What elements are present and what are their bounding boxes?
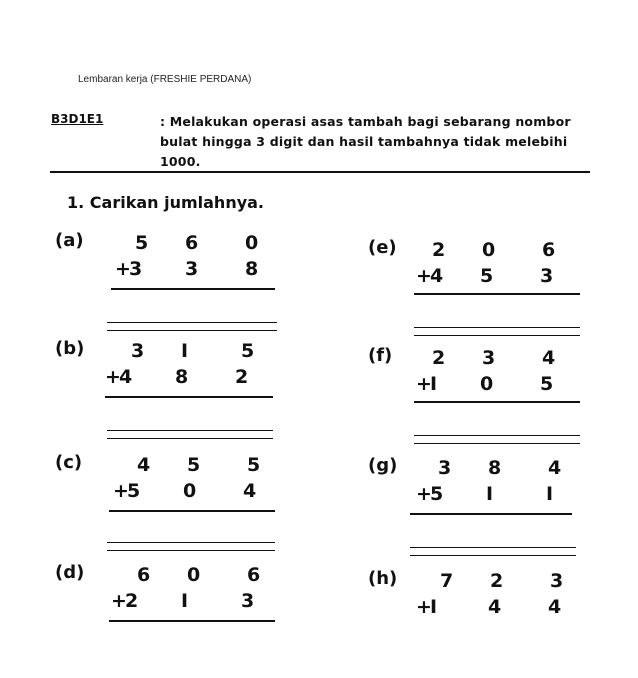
bottom-number [113,480,303,502]
bottom-number [416,265,600,287]
digit: 2 [125,590,139,612]
digit: 0 [183,480,197,502]
answer-double-line [107,542,275,551]
digit: 5 [430,483,444,505]
digit: 6 [247,564,261,586]
digit: I [546,483,554,505]
digit: 0 [245,232,259,254]
top-number [137,564,307,586]
bottom-number [115,258,305,280]
digit: 4 [137,454,151,476]
plus-sign: + [416,373,432,395]
problem-c [55,452,295,562]
top-number [432,239,602,261]
digit: 3 [129,258,143,280]
digit: 5 [247,454,261,476]
digit: 2 [490,570,504,592]
plus-sign: + [113,480,129,502]
problem-label: (h) [368,568,398,589]
worksheet-header: Lembaran kerja (FRESHIE PERDANA) [78,74,252,85]
bottom-number [111,590,301,612]
answer-double-line [414,327,580,336]
digit: 6 [137,564,151,586]
bottom-number [416,483,606,505]
objective-code: B3D1E1 [51,112,104,126]
digit: 5 [127,480,141,502]
problem-label: (a) [55,230,84,251]
digit: 4 [542,347,556,369]
digit: 5 [540,373,554,395]
problem-d [55,562,295,672]
digit: I [181,590,189,612]
digit: 5 [187,454,201,476]
answer-double-line [410,547,576,556]
sum-line [414,401,580,403]
sum-line [109,620,275,622]
digit: 5 [135,232,149,254]
digit: 3 [185,258,199,280]
sum-line [410,513,572,515]
digit: 3 [550,570,564,592]
digit: I [486,483,494,505]
top-number [131,340,301,362]
plus-sign: + [416,265,432,287]
answer-double-line [107,430,273,439]
question-title: 1. Carikan jumlahnya. [67,193,265,212]
problem-f [368,345,608,455]
digit: 5 [241,340,255,362]
plus-sign: + [111,590,127,612]
problem-label: (b) [55,338,85,359]
plus-sign: + [105,366,121,388]
top-number [438,457,608,479]
digit: 4 [548,457,562,479]
digit: 4 [119,366,133,388]
problem-label: (d) [55,562,85,583]
digit: 4 [243,480,257,502]
top-number [135,232,305,254]
digit: 8 [245,258,259,280]
header-divider [50,171,590,173]
problem-e [368,237,608,347]
digit: 8 [488,457,502,479]
problem-label: (c) [55,452,83,473]
problem-h [368,568,608,678]
digit: 0 [482,239,496,261]
top-number [137,454,307,476]
digit: 3 [438,457,452,479]
sum-line [109,510,275,512]
plus-sign: + [416,483,432,505]
bottom-number [105,366,295,388]
digit: 0 [187,564,201,586]
problem-a [55,230,295,340]
bottom-number [416,373,600,395]
digit: 3 [540,265,554,287]
objective-text: : Melakukan operasi asas tambah bagi sebarang nombor bulat hingga 3 digit dan hasil tambahnya tidak melebihi 1000. [160,114,571,169]
sum-line [414,293,580,295]
problem-g [368,455,608,565]
problem-b [55,338,295,448]
digit: 2 [235,366,249,388]
digit: 2 [432,347,446,369]
digit: 3 [131,340,145,362]
digit: 3 [241,590,255,612]
plus-sign: + [115,258,131,280]
sum-line [105,396,273,398]
digit: 3 [482,347,496,369]
answer-double-line [414,435,580,444]
problem-label: (e) [368,237,397,258]
digit: 4 [548,596,562,618]
digit: I [430,373,438,395]
sum-line [111,288,275,290]
problem-label: (g) [368,455,398,476]
digit: 6 [185,232,199,254]
top-number [440,570,610,592]
plus-sign: + [416,596,432,618]
digit: 8 [175,366,189,388]
problem-label: (f) [368,345,393,366]
digit: 7 [440,570,454,592]
digit: 2 [432,239,446,261]
digit: I [430,596,438,618]
digit: 4 [430,265,444,287]
digit: I [181,340,189,362]
answer-double-line [107,322,277,331]
bottom-number [416,596,608,618]
digit: 5 [480,265,494,287]
digit: 0 [480,373,494,395]
digit: 4 [488,596,502,618]
digit: 6 [542,239,556,261]
top-number [432,347,602,369]
